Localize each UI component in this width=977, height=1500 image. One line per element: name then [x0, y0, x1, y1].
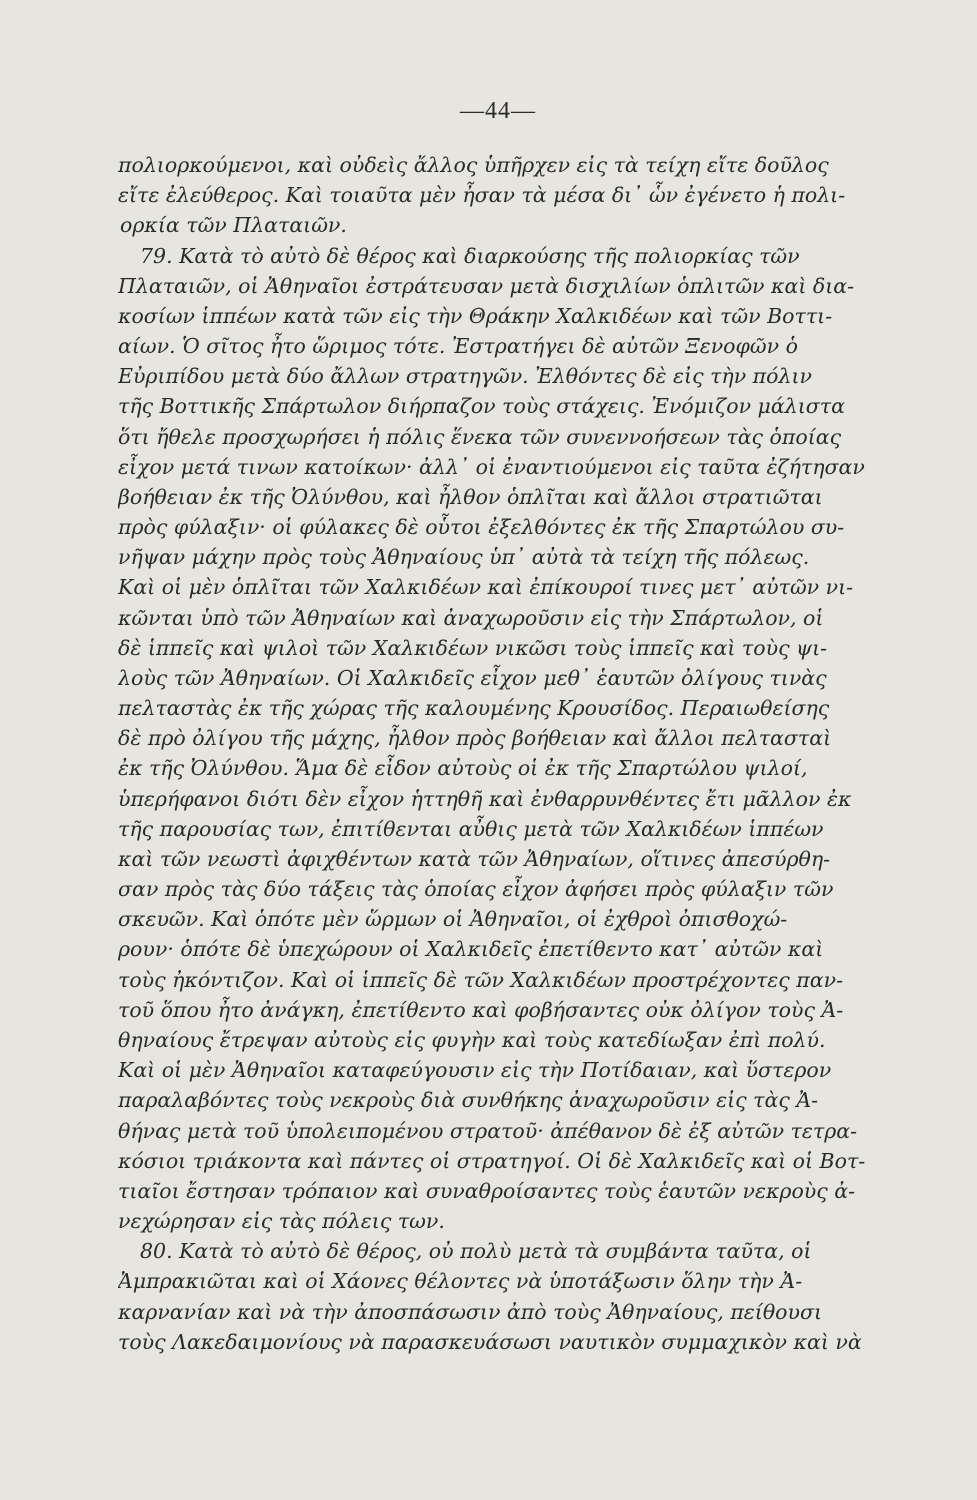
- text-line: εἶχον μετά τινων κατοίκων· ἀλλ᾽ οἱ ἐναντιούμενοι εἰς ταῦτα ἐζήτησαν: [118, 454, 865, 479]
- text-line: σκευῶν. Καὶ ὁπότε μὲν ὥρμων οἱ Ἀθηναῖοι, οἱ ἐχθροὶ ὀπισθοχώ-: [118, 907, 788, 932]
- text-line: 79. Κατὰ τὸ αὐτὸ δὲ θέρος καὶ διαρκούσης τῆς πολιορκίας τῶν: [140, 243, 800, 268]
- text-line: τιαῖοι ἔστησαν τρόπαιον καὶ συναθροίσαντες τοὺς ἑαυτῶν νεκροὺς ἀ-: [118, 1178, 856, 1203]
- text-line: δὲ πρὸ ὀλίγου τῆς μάχης, ἦλθον πρὸς βοήθειαν καὶ ἄλλοι πελτασταὶ: [118, 726, 832, 751]
- text-line: 80. Κατὰ τὸ αὐτὸ δὲ θέρος, οὐ πολὺ μετὰ τὰ συμβάντα ταῦτα, οἱ: [140, 1239, 812, 1264]
- text-line: νεχώρησαν εἰς τὰς πόλεις των.: [118, 1209, 445, 1234]
- text-line: δὲ ἱππεῖς καὶ ψιλοὶ τῶν Χαλκιδέων νικῶσι τοὺς ἱππεῖς καὶ τοὺς ψι-: [118, 635, 828, 660]
- text-line: παραλαβόντες τοὺς νεκροὺς διὰ συνθήκης ἀναχωροῦσιν εἰς τὰς Ἀ-: [118, 1088, 819, 1113]
- text-line: βοήθειαν ἐκ τῆς Ὀλύνθου, καὶ ἦλθον ὁπλῖται καὶ ἄλλοι στρατιῶται: [118, 484, 823, 509]
- text-line: ὅτι ἤθελε προσχωρήσει ἡ πόλις ἕνεκα τῶν συνεννοήσεων τὰς ὁποίας: [118, 424, 842, 449]
- text-line: Εὐριπίδου μετὰ δύο ἄλλων στρατηγῶν. Ἐλθόντες δὲ εἰς τὴν πόλιν: [118, 364, 812, 389]
- text-line: κοσίων ἱππέων κατὰ τῶν εἰς τὴν Θράκην Χαλκιδέων καὶ τῶν Βοττι-: [118, 303, 833, 328]
- page-number: —44—: [460, 98, 536, 124]
- text-line: πρὸς φύλαξιν· οἱ φύλακες δὲ οὗτοι ἐξελθόντες ἐκ τῆς Σπαρτώλου συ-: [118, 515, 845, 540]
- text-line: πολιορκούμενοι, καὶ οὐδεὶς ἄλλος ὑπῆρχεν εἰς τὰ τείχη εἴτε δοῦλος: [118, 153, 829, 177]
- text-line: σαν πρὸς τὰς δύο τάξεις τὰς ὁποίας εἶχον ἀφήσει πρὸς φύλαξιν τῶν: [118, 877, 834, 902]
- text-line: πελταστὰς ἐκ τῆς χώρας τῆς καλουμένης Κρουσίδος. Περαιωθείσης: [118, 696, 830, 721]
- text-line: Ἀμπρακιῶται καὶ οἱ Χάονες θέλοντες νὰ ὑποτάξωσιν ὅλην τὴν Ἀ-: [118, 1269, 803, 1294]
- body-text: [118, 150, 938, 1357]
- text-line: τοὺς Λακεδαιμονίους νὰ παρασκευάσωσι ναυτικὸν συμμαχικὸν καὶ νὰ: [118, 1329, 862, 1354]
- text-line: κῶνται ὑπὸ τῶν Ἀθηναίων καὶ ἀναχωροῦσιν εἰς τὴν Σπάρτωλον, οἱ: [118, 605, 824, 630]
- text-line: τοὺς ἠκόντιζον. Καὶ οἱ ἱππεῖς δὲ τῶν Χαλκιδέων προστρέχοντες παν-: [118, 967, 843, 992]
- text-line: θηναίους ἔτρεψαν αὐτοὺς εἰς φυγὴν καὶ τοὺς κατεδίωξαν ἐπὶ πολύ.: [118, 1027, 826, 1052]
- text-line: κόσιοι τριάκοντα καὶ πάντες οἱ στρατηγοί. Οἱ δὲ Χαλκιδεῖς καὶ οἱ Βοτ-: [118, 1148, 866, 1173]
- text-line: λοὺς τῶν Ἀθηναίων. Οἱ Χαλκιδεῖς εἶχον μεθ᾽ ἑαυτῶν ὀλίγους τινὰς: [118, 665, 827, 690]
- text-line: νῆψαν μάχην πρὸς τοὺς Ἀθηναίους ὑπ᾽ αὐτὰ τὰ τείχη τῆς πόλεως.: [118, 545, 810, 570]
- text-line: τοῦ ὅπου ἦτο ἀνάγκη, ἐπετίθεντο καὶ φοβήσαντες οὐκ ὀλίγον τοὺς Ἀ-: [118, 997, 844, 1022]
- text-line: Καὶ οἱ μὲν ὁπλῖται τῶν Χαλκιδέων καὶ ἐπίκουροί τινες μετ᾽ αὐτῶν νι-: [118, 575, 854, 600]
- text-line: Πλαταιῶν, οἱ Ἀθηναῖοι ἐστράτευσαν μετὰ δισχιλίων ὁπλιτῶν καὶ δια-: [118, 273, 855, 298]
- text-line: καὶ τῶν νεωστὶ ἀφιχθέντων κατὰ τῶν Ἀθηναίων, οἵτινες ἀπεσύρθη-: [118, 846, 831, 871]
- text-line: ορκία τῶν Πλαταιῶν.: [120, 213, 347, 238]
- text-line: Καὶ οἱ μὲν Ἀθηναῖοι καταφεύγουσιν εἰς τὴν Ποτίδαιαν, καὶ ὕστερον: [118, 1058, 832, 1083]
- text-line: αίων. Ὁ σῖτος ἦτο ὥριμος τότε. Ἐστρατήγει δὲ αὐτῶν Ξενοφῶν ὁ: [118, 334, 798, 359]
- text-line: καρνανίαν καὶ νὰ τὴν ἀποσπάσωσιν ἀπὸ τοὺς Ἀθηναίους, πείθουσι: [118, 1299, 823, 1324]
- text-line: θήνας μετὰ τοῦ ὑπολειπομένου στρατοῦ· ἀπέθανον δὲ ἐξ αὐτῶν τετρα-: [118, 1118, 858, 1143]
- text-line: εἴτε ἐλεύθερος. Καὶ τοιαῦτα μὲν ἦσαν τὰ μέσα δι᾽ ὧν ἐγένετο ἡ πολι-: [118, 183, 846, 208]
- text-line: τῆς Βοττικῆς Σπάρτωλον διήρπαζον τοὺς στάχεις. Ἐνόμιζον μάλιστα: [118, 394, 845, 419]
- text-line: ἐκ τῆς Ὀλύνθου. Ἅμα δὲ εἶδον αὐτοὺς οἱ ἐκ τῆς Σπαρτώλου ψιλοί,: [118, 756, 808, 781]
- text-line: ρουν· ὁπότε δὲ ὑπεχώρουν οἱ Χαλκιδεῖς ἐπετίθεντο κατ᾽ αὐτῶν καὶ: [118, 937, 824, 962]
- text-line: ὑπερήφανοι διότι δὲν εἶχον ἡττηθῆ καὶ ἐνθαρρυνθέντες ἔτι μᾶλλον ἐκ: [118, 786, 852, 811]
- text-line: τῆς παρουσίας των, ἐπιτίθενται αὖθις μετὰ τῶν Χαλκιδέων ἱππέων: [118, 816, 824, 841]
